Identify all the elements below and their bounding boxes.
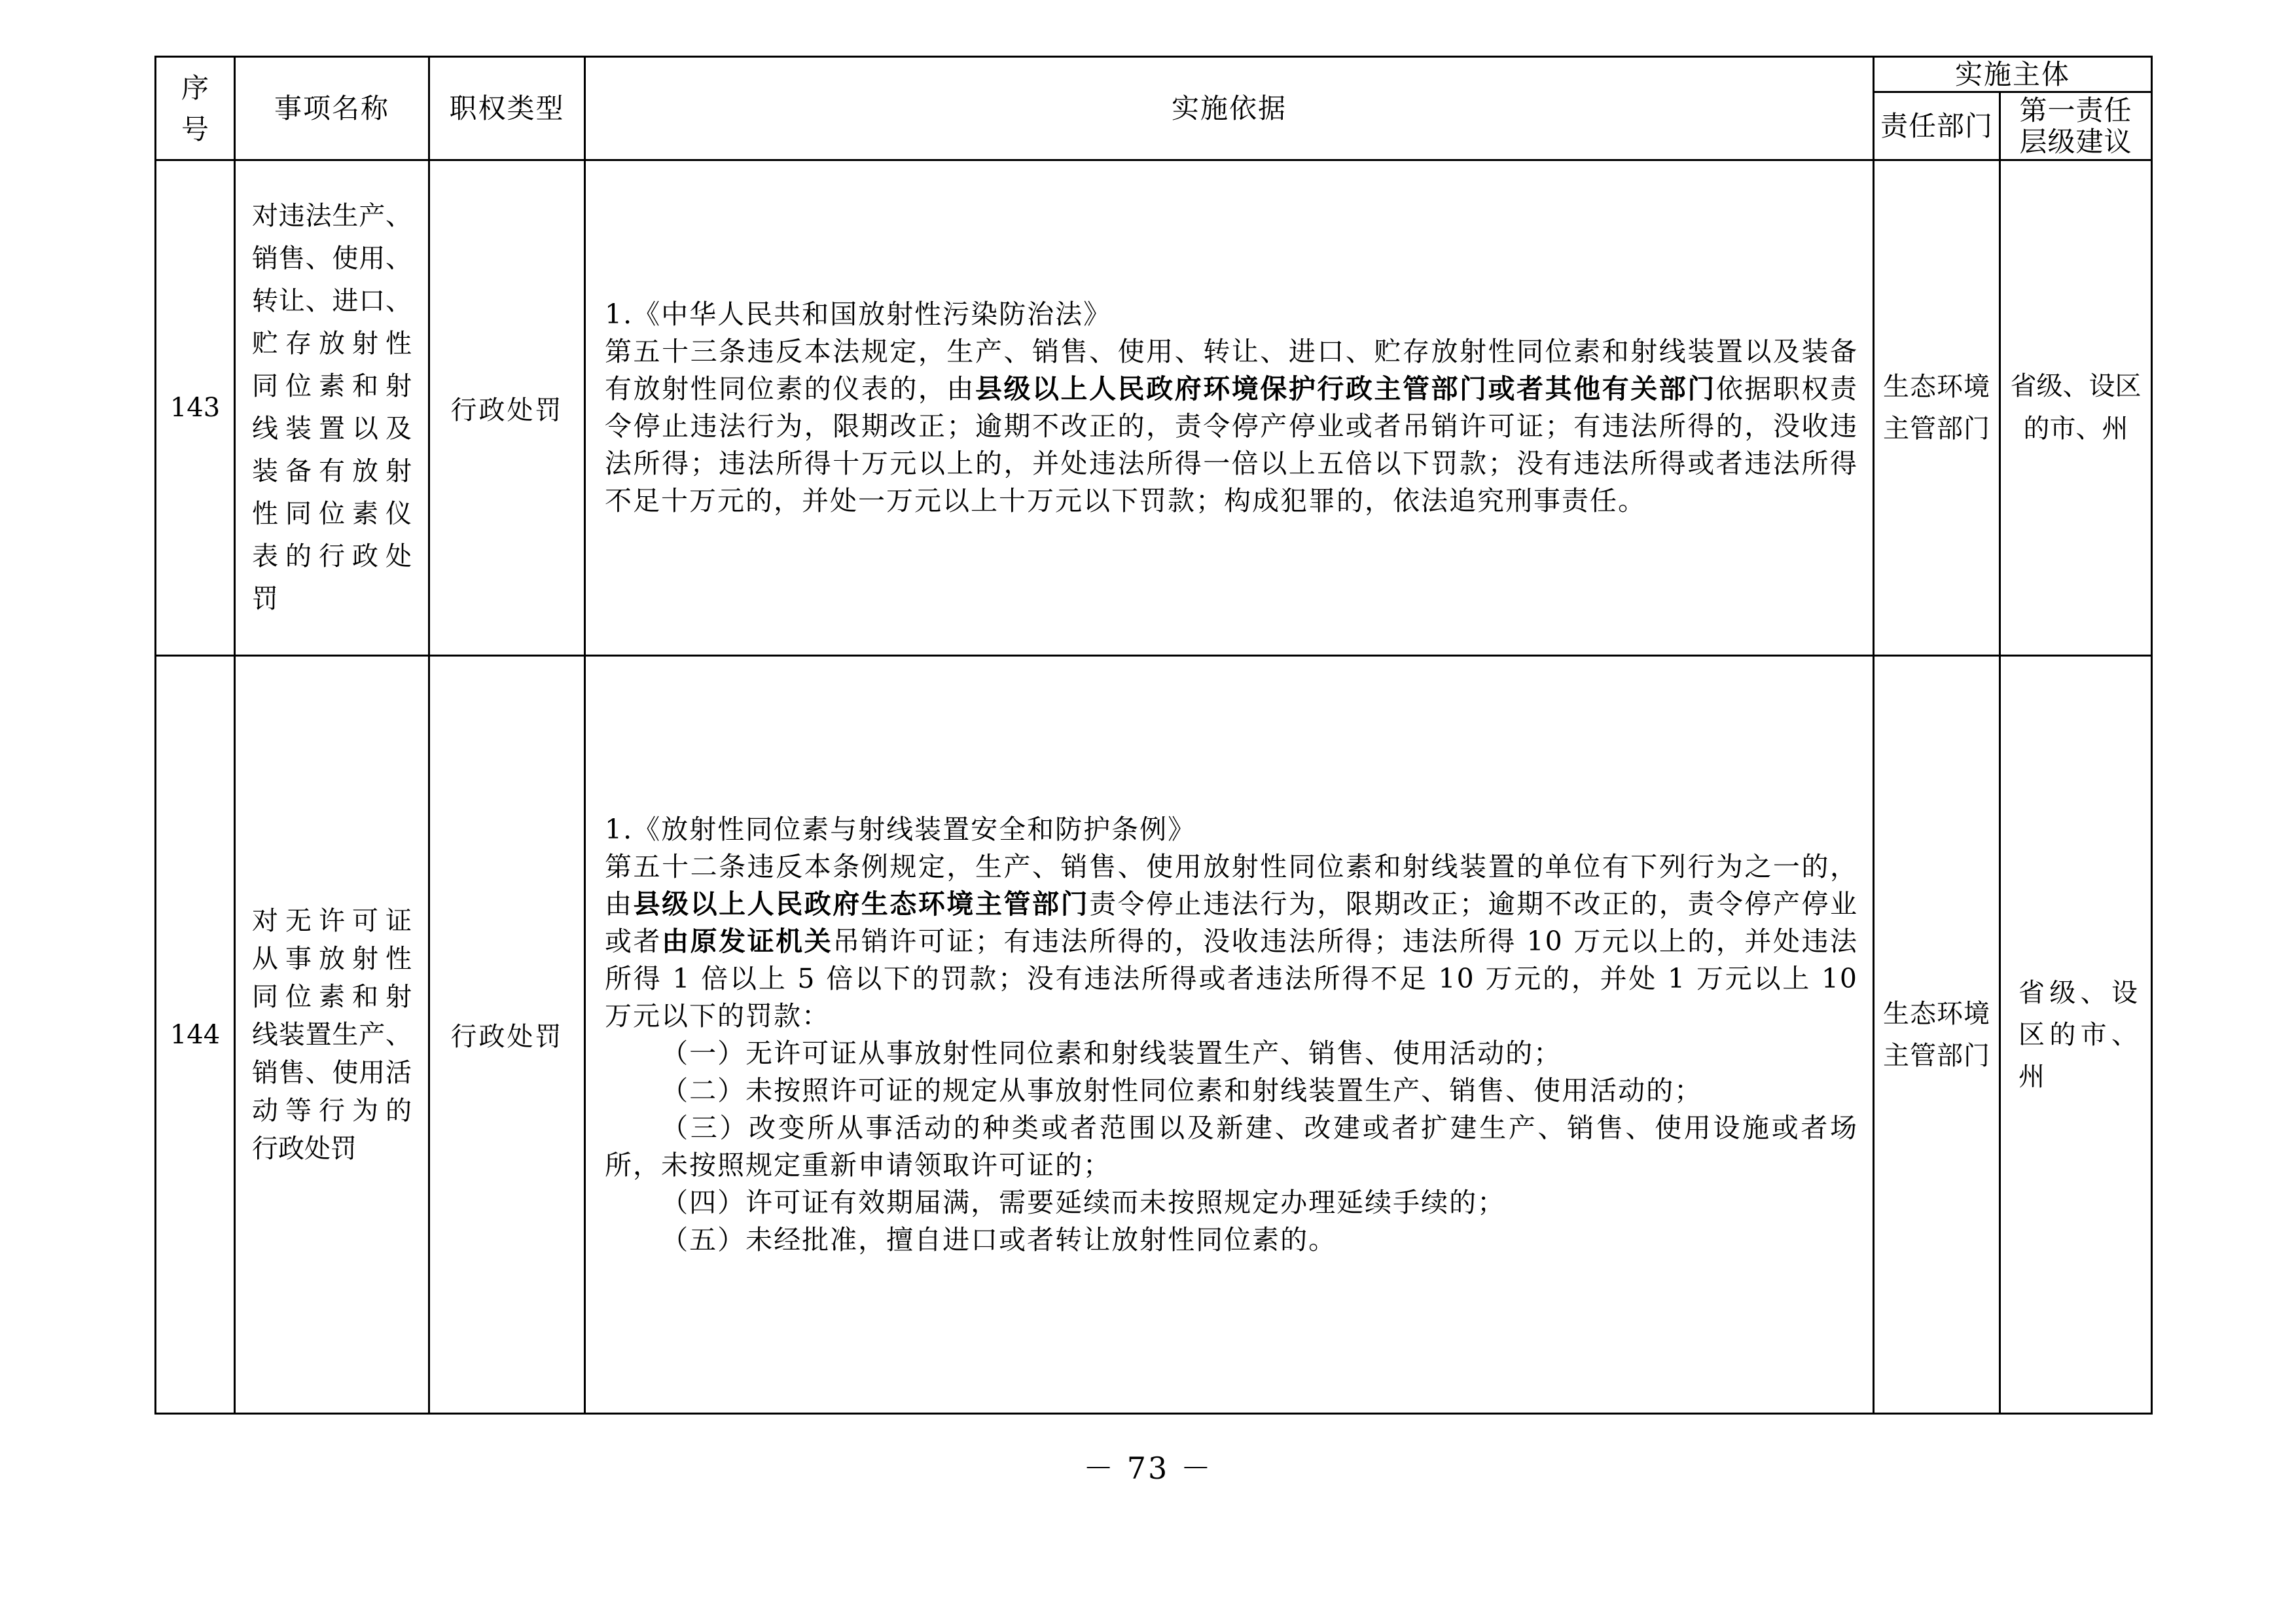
article-item: （一）无许可证从事放射性同位素和射线装置生产、销售、使用活动的； bbox=[661, 1037, 1562, 1069]
dept-cell bbox=[1874, 160, 2000, 656]
power-type-cell: 行政处罚 bbox=[429, 656, 585, 1414]
article-segment: 吊销许可证；有违法所得的，没收违法所得；违法所得 10 万元以上的，并处违法所得 1 倍以上 5 倍以下的罚款；没有违法所得或者违法所得不足 10 万元的，并处 1 万元以上 10 万元以下的罚款： bbox=[605, 925, 1859, 1032]
article-segment: 第五十三条违反本法规定，生产、销售、使用、转让、进口、贮存放射性同位素和射线装置以及装备有放射性同位素的仪表的，由 bbox=[605, 336, 1858, 405]
item-name-line: 销售、使用活 bbox=[252, 1057, 412, 1088]
item-name-line: 销售、使用、 bbox=[252, 244, 412, 274]
header-level bbox=[2000, 92, 2152, 160]
article-text bbox=[605, 333, 1858, 520]
table-row bbox=[156, 656, 2152, 1414]
level-line: 省级、设区 bbox=[2010, 371, 2142, 401]
level-line: 的市、州 bbox=[2023, 414, 2128, 444]
item-name-line: 从事放射性 bbox=[252, 943, 412, 974]
item-name-line: 线装置以及 bbox=[252, 414, 412, 444]
header-seq-line: 序 bbox=[181, 71, 209, 104]
dept-line: 生态环境 bbox=[1883, 372, 1990, 402]
level-cell bbox=[2000, 656, 2152, 1414]
item-name-line: 罚 bbox=[252, 584, 278, 614]
article-text bbox=[605, 848, 1858, 1035]
article-segment: 依据职权责令停止违法行为，限期改正；逾期不改正的，责令停产停业或者吊销许可证；有违法所得的，没收违法所得；违法所得十万元以上的，并处违法所得一倍以上五倍以下罚款；没有违法所得或者违法所得不足十万元的，并处一万元以上十万元以下罚款；构成犯罪的，依法追究刑事责任。 bbox=[605, 373, 1858, 516]
header-power-type: 职权类型 bbox=[429, 57, 585, 160]
level-line: 州 bbox=[2018, 1061, 2045, 1092]
power-list-table bbox=[154, 56, 2153, 1415]
article-item: （二）未按照许可证的规定从事放射性同位素和射线装置生产、销售、使用活动的； bbox=[661, 1074, 1703, 1106]
table-header bbox=[156, 57, 2152, 160]
level-line: 区的市、 bbox=[2018, 1019, 2138, 1050]
item-name-line: 装备有放射 bbox=[252, 456, 412, 486]
article-segment-bold: 县级以上人民政府生态环境主管部门 bbox=[633, 888, 1090, 920]
law-title: 1.《中华人民共和国放射性污染防治法》 bbox=[605, 298, 1112, 330]
article-segment: 第五十二条违反本条例规定，生产、销售、使用放射性同位素和射线装置的单位有下列行为之一的，由 bbox=[605, 850, 1858, 920]
article-segment-bold: 由原发证机关 bbox=[662, 925, 833, 957]
item-name-line: 线装置生产、 bbox=[252, 1019, 412, 1050]
item-name-line: 对违法生产、 bbox=[252, 201, 412, 231]
dept-cell bbox=[1874, 656, 2000, 1414]
page-number: － 73 － bbox=[1083, 1451, 1213, 1486]
item-name-line: 同位素和射 bbox=[252, 371, 412, 401]
item-name-line: 贮存放射性 bbox=[252, 329, 412, 359]
item-name-cell bbox=[235, 160, 429, 656]
basis-cell bbox=[585, 160, 1874, 656]
dept-line: 生态环境 bbox=[1883, 998, 1990, 1029]
item-name-line: 对无许可证 bbox=[252, 905, 412, 936]
level-cell bbox=[2000, 160, 2152, 656]
article-item: （四）许可证有效期届满，需要延续而未按照规定办理延续手续的； bbox=[661, 1186, 1506, 1218]
power-type-cell: 行政处罚 bbox=[429, 160, 585, 656]
dept-line: 主管部门 bbox=[1883, 1040, 1990, 1071]
item-name-cell bbox=[235, 656, 429, 1414]
item-name-line: 性同位素仪 bbox=[252, 499, 412, 529]
header-dept: 责任部门 bbox=[1874, 92, 2000, 160]
header-seq-line: 号 bbox=[181, 113, 209, 145]
header-level-line: 第一责任 bbox=[2019, 94, 2132, 126]
item-name-line: 表的行政处 bbox=[252, 541, 412, 571]
item-name-line: 行政处罚 bbox=[252, 1133, 357, 1164]
seq-cell: 143 bbox=[156, 160, 235, 656]
header-level-line: 层级建议 bbox=[2019, 125, 2132, 158]
item-name-line: 转让、进口、 bbox=[252, 286, 412, 316]
header-subject: 实施主体 bbox=[1874, 57, 2152, 92]
header-basis: 实施依据 bbox=[585, 57, 1874, 160]
table-row bbox=[156, 160, 2152, 656]
dept-line: 主管部门 bbox=[1883, 414, 1990, 444]
article-segment: 责令停止违法行为，限期改正；逾期不改正的，责令停产停业或者 bbox=[605, 888, 1859, 957]
item-name-line: 同位素和射 bbox=[252, 981, 412, 1012]
level-line: 省级、设 bbox=[2018, 977, 2138, 1008]
item-name-line: 动等行为的 bbox=[252, 1095, 412, 1126]
article-item: （三）改变所从事活动的种类或者范围以及新建、改建或者扩建生产、销售、使用设施或者场所，未按照规定重新申请领取许可证的； bbox=[605, 1111, 1858, 1181]
law-title: 1.《放射性同位素与射线装置安全和防护条例》 bbox=[605, 813, 1196, 845]
header-seq bbox=[156, 57, 235, 160]
basis-cell bbox=[585, 656, 1874, 1414]
article-segment-bold: 县级以上人民政府环境保护行政主管部门或者其他有关部门 bbox=[975, 373, 1716, 405]
seq-cell: 144 bbox=[156, 656, 235, 1414]
header-item-name: 事项名称 bbox=[235, 57, 429, 160]
article-item: （五）未经批准，擅自进口或者转让放射性同位素的。 bbox=[661, 1223, 1337, 1255]
